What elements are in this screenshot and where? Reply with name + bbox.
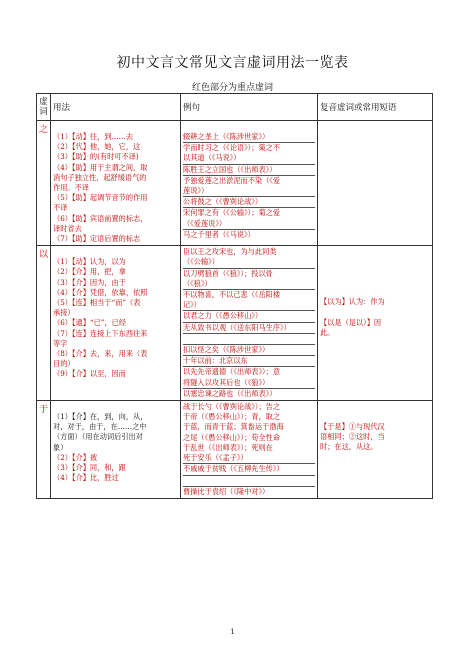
header-usage: 用法 bbox=[51, 94, 181, 121]
compound-cell bbox=[318, 121, 433, 246]
text-line: （9）【介】以至，因而 bbox=[53, 369, 126, 379]
text-line: （3）【助】的(有时可不译) bbox=[53, 152, 139, 162]
text-line: 之尾（《愚公移山》）；苟全性命 bbox=[183, 432, 281, 442]
text-line: 语相同；②这时，当 bbox=[320, 432, 385, 442]
table-row bbox=[37, 246, 433, 401]
text-line: 马之千里者（《马说》） bbox=[183, 229, 255, 239]
text-line: 曹操比于袁绍（《隆中对》） bbox=[183, 486, 270, 496]
header-word: 虚 词 bbox=[37, 94, 51, 121]
compound-cell bbox=[318, 401, 433, 499]
text-line: 对，对于，由于，在……之中 bbox=[53, 422, 147, 432]
function-word-table bbox=[36, 93, 433, 499]
table-row bbox=[37, 401, 433, 499]
text-line: （4）【介】凭借，依靠，依照 bbox=[53, 287, 148, 297]
text-line: 学而时习之（《论语》）；策之不 bbox=[183, 143, 281, 153]
text-line: 【以是（是以）】因 bbox=[320, 317, 382, 327]
text-line: （3）【介】因为，由于 bbox=[53, 277, 126, 287]
text-line: （2）【代】他，她，它，这 bbox=[53, 142, 141, 152]
text-line: 将隧入以攻其后也（《狼》） bbox=[183, 378, 315, 389]
text-line: 记》） bbox=[183, 300, 315, 311]
header-compound: 复音虚词或常用短语 bbox=[318, 94, 433, 121]
usage-cell bbox=[51, 401, 181, 499]
text-line: （《公输》） bbox=[183, 257, 315, 268]
text-line: （7）【连】连接上下东西往来 bbox=[53, 328, 148, 338]
page-subtitle: 红色部分为重点虚词 bbox=[191, 83, 273, 93]
text-line: （6）【通】“已”，已经 bbox=[53, 318, 127, 328]
text-line: 陈胜王之立国也（《出师表》） bbox=[183, 165, 315, 176]
text-line: （1）【动】往，到……去 bbox=[53, 132, 134, 141]
text-line: （1）【介】在，到，向，从， bbox=[53, 412, 148, 422]
text-line: 宋何罪之有（《公输》）；菊之爱 bbox=[183, 208, 281, 218]
text-line: 【于是】①与现代汉 bbox=[320, 422, 385, 432]
example-cell bbox=[181, 121, 318, 246]
text-line: 于乱世（《出师表》）；死则在 bbox=[183, 442, 273, 452]
text-line: 目的） bbox=[53, 359, 75, 369]
word-cell: 之 bbox=[37, 121, 51, 246]
text-line: 死于安乐（《孟子》） bbox=[183, 453, 315, 464]
text-line: 承接） bbox=[53, 308, 75, 318]
text-line: （4）【助】用于主谓之间，取 bbox=[53, 162, 148, 172]
text-line: 不戚戚于贫贱（《五柳先生传》） bbox=[183, 464, 315, 475]
header-example: 例句 bbox=[181, 94, 318, 121]
text-line: 无从致书以观（《送东阳马生序》） bbox=[183, 323, 315, 334]
text-line: 公将鼓之（《曹刿论战》） bbox=[183, 197, 315, 208]
text-line: （《狼》） bbox=[183, 279, 315, 290]
text-line: （3）【介】同，和，跟 bbox=[53, 463, 126, 473]
text-line bbox=[320, 307, 430, 317]
text-line: 消句子独立性，起舒缓语气的 bbox=[53, 172, 147, 182]
example-cell bbox=[181, 401, 318, 499]
text-line: 不译 bbox=[53, 203, 68, 213]
text-line: （2）【介】被 bbox=[53, 452, 98, 462]
text-line: 十年以前：北京以东 bbox=[183, 356, 315, 367]
text-line: 扣以怪之矣（《陈涉世家》） bbox=[183, 345, 315, 356]
text-line: （5）【连】相当于“而”（表 bbox=[53, 298, 141, 308]
example-cell bbox=[181, 246, 318, 401]
text-line: （2）【介】用，把，拿 bbox=[53, 267, 126, 277]
text-line: 辍耕之垄上（《陈涉世家》） bbox=[183, 132, 315, 143]
text-line: 作用。不译 bbox=[53, 183, 89, 193]
text-line: 以君之力（《愚公移山》） bbox=[183, 311, 315, 322]
text-line: 时；在这，从这。 bbox=[320, 442, 378, 452]
table-header-row bbox=[37, 94, 433, 121]
text-line: 战于长勺（《曹刿论战》）；告之 bbox=[183, 402, 281, 412]
text-line: 予独爱莲之出淤泥而不染（《爱 bbox=[183, 175, 281, 185]
text-line: 以塞忠谏之路也（《出师表》） bbox=[183, 388, 277, 398]
text-line: 【以为】认为：作为 bbox=[320, 297, 385, 307]
text-line: 等字 bbox=[53, 338, 68, 348]
text-line: 以其道（《马说》） bbox=[183, 153, 315, 164]
text-line: （方面）（用在动词后引出对 bbox=[53, 432, 143, 442]
table-row bbox=[37, 121, 433, 246]
text-line: （7）【助】定语后置的标志 bbox=[53, 234, 141, 244]
text-line bbox=[183, 476, 315, 487]
text-line: 此。 bbox=[320, 327, 335, 337]
page-number: 1 bbox=[230, 628, 235, 636]
text-line: 于蓝，而青于蓝；箕畚运于渤海 bbox=[183, 422, 284, 432]
text-line: 以刀劈狼首（《狼》）；投以骨 bbox=[183, 268, 273, 278]
text-line: 译时省去 bbox=[53, 223, 82, 233]
text-line: 莲说》） bbox=[183, 186, 315, 197]
text-line: （《爱莲说》） bbox=[183, 219, 315, 230]
usage-cell bbox=[51, 121, 181, 246]
text-line: 于帝（《愚公移山》）；青，取之 bbox=[183, 412, 281, 422]
word-cell: 以 bbox=[37, 246, 51, 401]
usage-cell bbox=[51, 246, 181, 401]
compound-cell bbox=[318, 246, 433, 401]
text-line: （4）【介】比，胜过 bbox=[53, 473, 119, 483]
text-line: 象） bbox=[53, 442, 68, 452]
text-line: 以先先帝遗德（《出师表》）；意 bbox=[183, 367, 281, 377]
text-line: 不以物喜，不以己悲（《岳阳楼 bbox=[183, 290, 281, 300]
text-line: （5）【助】起调节音节的作用 bbox=[53, 193, 148, 203]
text-line: （8）【介】去，来，用来（表 bbox=[53, 349, 148, 359]
text-line bbox=[183, 334, 315, 345]
text-line: （6）【助】宾语前置的标志， bbox=[53, 213, 148, 223]
page-title: 初中文言文常见文言虚词用法一览表 bbox=[116, 55, 349, 71]
text-line: 臣以王之攻宋也，为与此同类 bbox=[183, 247, 277, 257]
text-line: （1）【动】认为，以为 bbox=[53, 257, 126, 267]
word-cell: 于 bbox=[37, 401, 51, 499]
